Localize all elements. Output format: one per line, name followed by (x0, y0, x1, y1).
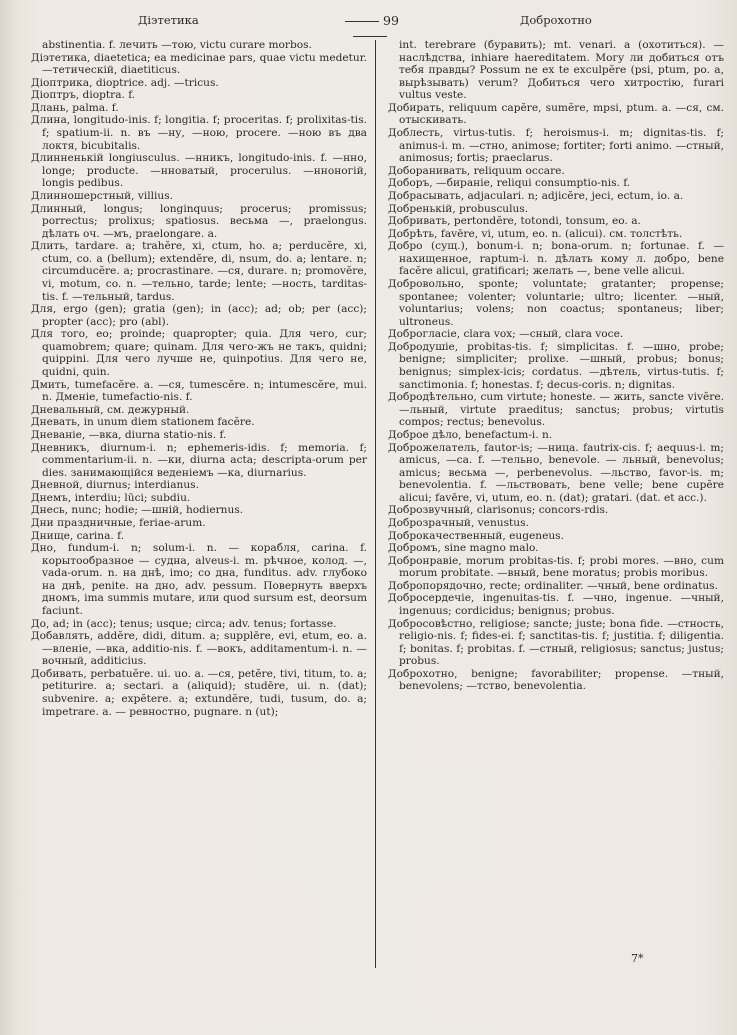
entry-continuation: int. terebrare (буравить); mt. venari. a (охотиться). — наслѣдства, inhiare haereditatem. Могу ли добиться отъ тебя правды? Possum ne ex te exculpĕre (psi, ptum, po. a, вырѣзывать) verum? Добиться чего хитростію, furari vultus veste. (399, 39, 724, 102)
dictionary-entry: Добро (сущ.), bonum-i. n; bona-orum. n; fortunae. f. — нахищенное, raptum-i. n. дѣлать кому л. добро, bene facĕre alicui, gratificari; желать —, bene velle alicui. (388, 240, 724, 278)
dictionary-entry: Длинношерстный, villius. (31, 189, 174, 202)
dictionary-entry: Добивать, perbatuĕre. ui. uo. a. —ся, petĕre, tivi, titum, to. a; petiturire. a; sectari. a (aliquid); studēre, ui. n. (dat); subvenire. a; expĕtere. a; extundĕre, tudi, tusum, do. a; impetrare. a. — ревностно, pugnare. n (ut); (31, 667, 367, 718)
dictionary-entry: Добривать, pertondĕre, totondi, tonsum, eo. a. (388, 215, 641, 228)
dictionary-entry: Добропорядочно, recte; ordinaliter. —чный, bene ordinatus. (388, 579, 718, 592)
dictionary-entry: Діоптръ, dioptra. f. (31, 89, 136, 102)
dictionary-entry: Дневаніе, —вка, diurna statio-nis. f. (31, 428, 227, 441)
dictionary-entry: Дневальный, см. дежурный. (31, 403, 190, 416)
dictionary-entry: Днесь, nunc; hodie; —шній, hodiernus. (31, 504, 244, 517)
right-column (388, 39, 724, 693)
dictionary-entry: До, ad; in (acc); tenus; usque; circa; adv. tenus; fortasse. (31, 617, 337, 630)
entry-continuation: abstinentia. f. лечить —тою, victu curare morbos. (42, 39, 312, 51)
dictionary-entry: Длина, longitudo-inis. f; longitia. f; proceritas. f; prolixitas-tis. f; spatium-ii. n. въ —ну, —ною, procere. —ною въ два локтя, bicubitalis. (31, 114, 367, 152)
dictionary-entry: Доборъ, —бираніе, reliqui consumptio-nis. f. (388, 177, 631, 190)
dictionary-entry: Діэтетика, diaetetica; ea medicinae pars, quae victu medetur. —тетическій, diaetiticus. (31, 51, 367, 77)
dictionary-entry: Длинненькій longiusculus. —нникъ, longitudo-inis. f. —нно, longe; producte. —нноватый, procerulus. —нноногій, longis pedibus. (31, 152, 367, 190)
dictionary-entry: Дмить, tumefacĕre. a. —ся, tumescĕre. n; intumescĕre, mui. n. Дменіе, tumefactio-nis. f. (31, 378, 367, 404)
running-head-right: Доброхотно (520, 13, 592, 27)
dictionary-entry: Доброзвучный, clarisonus; concors-rdis. (388, 504, 609, 517)
dictionary-entry: Дневной, diurnus; interdianus. (31, 479, 199, 492)
running-head-left: Діэтетика (138, 13, 199, 27)
dictionary-entry: Доброгласіе, clara vox; —сный, clara voce. (388, 328, 624, 341)
dictionary-entry: Добронравіе, morum probitas-tis. f; probi mores. —вно, cum morum probitate. —вный, bene moratus; probis moribus. (388, 554, 724, 580)
dictionary-entry: Добросовѣстно, religiose; sancte; juste; bona fide. —стность, religio-nis. f; fides-ei. f; sanctitas-tis. f; justitia. f; diligentia. f; bonitas. f; probitas. f. —стный, religiosus; sanctus; justus; probus. (388, 617, 724, 668)
dictionary-entry: Доброхотно, benigne; favorabiliter; propense. —тный, benevolens; —тство, benevolentia. (388, 667, 724, 693)
dictionary-entry: Добрасывать, adjaculari. n; adjicĕre, jeci, ectum, io. a. (388, 189, 684, 202)
page-number: 99 (322, 13, 418, 33)
dictionary-entry: Добродѣтельно, cum virtute; honeste. — жить, sancte vivĕre.—льный, virtute praeditus; sanctus; probus; virtutis compos; rectus; benevolus. (388, 391, 724, 429)
dictionary-entry: Добросердечіе, ingenuitas-tis. f. —чно, ingenue. —чный, ingenuus; cordicidus; benignus; probus. (388, 592, 724, 618)
signature-mark: 7* (631, 952, 644, 965)
dictionary-entry: Дно, fundum-i. n; solum-i. n. — корабля, carina. f. корытообразное — судна, alveus-i. m. рѣчное, колод. —, vada-orum. n. на днѣ, imo; со дна, funditus. adv. глубоко на днѣ, penite. на дно, adv. pessum. Повернуть вверхъ дномъ, ima summis mutare, или quod sursum est, deorsum faciunt. (31, 542, 367, 618)
dictionary-entry: Днемъ, interdiu; lūci; subdiu. (31, 491, 191, 504)
dictionary-entry: Добирать, reliquum capĕre, sumĕre, mpsi, ptum. a. —ся, см. отыскивать. (388, 101, 724, 127)
left-column (31, 39, 367, 718)
dictionary-entry: Добавлять, addĕre, didi, ditum. a; supplēre, evi, etum, eo. a. —вленіе, —вка, additio-nis. f. —вокъ, additamentum-i. n. —вочный, additicius. (31, 630, 367, 668)
dictionary-entry: Доброжелатель, fautor-is; —ница. fautrix-cis. f; aequus-i. m; amicus, —ca. f. —тельно, benevole. — льный, benevolus; amicus; весьма —, perbenevolus. —льство, favor-is. m; benevolentia. f. —льствовать, bene velle; bene cupĕre alicui; favēre, vi, utum, eo. n. (dat); gratari. (dat. et acc.). (388, 441, 724, 504)
dictionary-entry: Доброкачественный, eugeneus. (388, 529, 564, 542)
dictionary-entry: Днище, carina. f. (31, 529, 125, 542)
column-divider (375, 40, 376, 968)
dictionary-entry: Дневникъ, diurnum-i. n; ephemeris-idis. f; memoria. f; commentarium-ii. n. —ки, diurna acta; descripta-orum per dies. занимающійся веденіемъ —ка, diurnarius. (31, 441, 367, 479)
dictionary-entry: Доблесть, virtus-tutis. f; heroismus-i. m; dignitas-tis. f; animus-i. m. —стно, animose; fortiter; forti animo. —стный, animosus; fortis; praeclarus. (388, 127, 724, 165)
dictionary-entry: Добрѣть, favēre, vi, utum, eo. n. (alicui). см. толстѣть. (388, 227, 683, 240)
dictionary-entry: Доборанивать, reliquum occare. (388, 164, 565, 177)
dictionary-entry: Доброе дѣло, benefactum-i. n. (388, 428, 553, 441)
dictionary-entry: Длить, tardare. a; trahĕre, xi, ctum, ho. a; perducĕre, xi, ctum, co. a (bellum); extendĕre, di, nsum, do. a; lentare. n; circumducĕre. a; procrastinare. —ся, durare. n; promovĕre, vi, motum, co. n. —тельно, tarde; lente; —ность, tarditas-tis. f. —тельный, tardus. (31, 240, 367, 303)
dictionary-entry: Добромъ, sine magno malo. (388, 542, 539, 555)
dictionary-entry: Діоптрика, dioptrice. adj. —tricus. (31, 76, 219, 89)
dictionary-entry: Для того, eo; proinde; quapropter; quia. Для чего, cur; quamobrem; quare; quinam. Для чего-жъ не такъ, quidni; quippini. Для чего лучше не, quinpotius. Для чего не, quidni, quin. (31, 328, 367, 379)
dictionary-entry: Доброзрачный, venustus. (388, 516, 529, 529)
dictionary-entry: Для, ergo (gen); gratia (gen); in (acc); ad; ob; per (acc); propter (acc); pro (abl). (31, 303, 367, 328)
dictionary-entry: Добровольно, sponte; voluntate; gratanter; propense; spontanee; volenter; voluntarie; ultro; licenter. —ный, voluntarius; volens; non coactus; spontaneus; liber; ultroneus. (388, 277, 724, 328)
dictionary-entry: Длинный, longus; longinquus; procerus; promissus; porrectus; prolixus; spatiosus. весьма —, praelongus. дѣлать оч. —мъ, praelongare. a. (31, 202, 367, 240)
dictionary-entry: Длань, palma. f. (31, 101, 119, 114)
dictionary-entry: Дни праздничные, feriae-arum. (31, 516, 206, 529)
dictionary-entry: Дневать, in unum diem stationem facĕre. (31, 416, 255, 429)
dictionary-entry: Добродушіе, probitas-tis. f; simplicitas. f. —шно, probe; benigne; simpliciter; prolixe. —шный, probus; bonus; benignus; simplex-icis; cordatus. —дѣтель, virtus-tutis. f; sanctimonia. f; honestas. f; decus-coris. n; dignitas. (388, 340, 724, 391)
dictionary-entry: Добренькій, probusculus. (388, 202, 529, 215)
